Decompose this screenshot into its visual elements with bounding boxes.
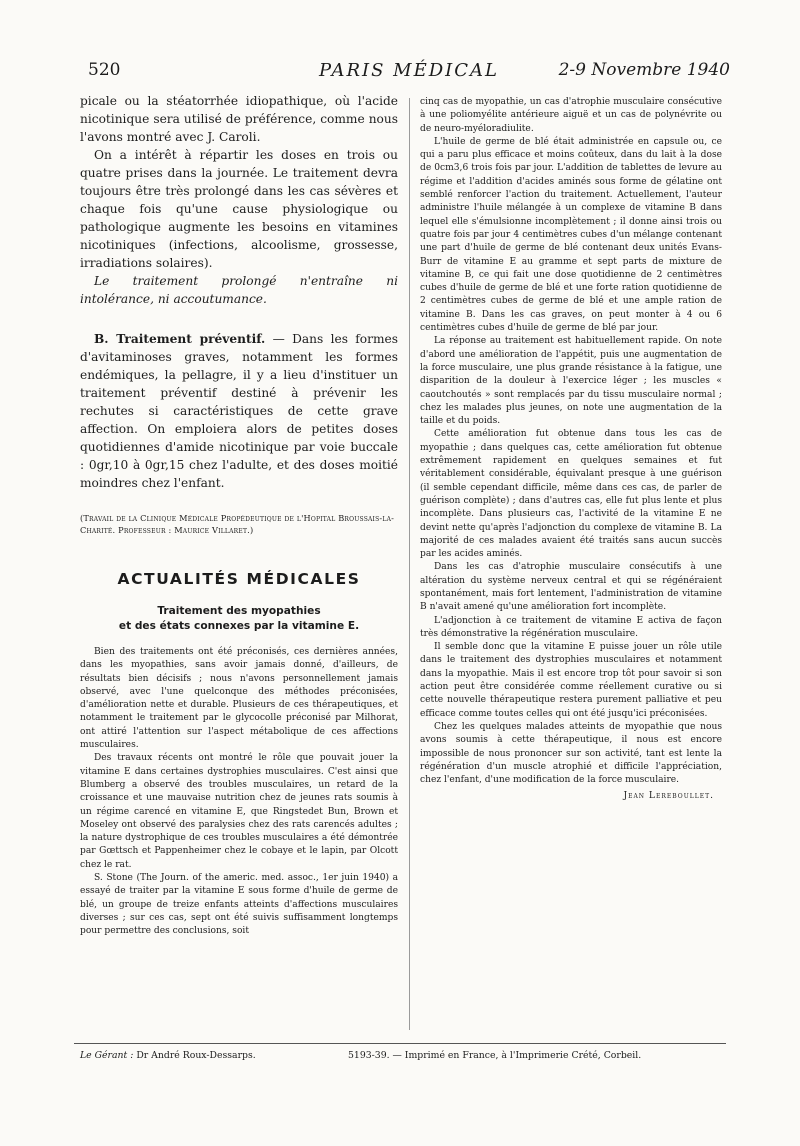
article-title-line: Traitement des myopathies <box>157 605 321 617</box>
page-number: 520 <box>88 60 121 80</box>
author-signature: Jean Lereboullet. <box>623 791 714 802</box>
page-header <box>88 60 730 88</box>
journal-title: PARIS MÉDICAL <box>318 60 499 81</box>
section-title: ACTUALITÉS MÉDICALES <box>117 570 361 588</box>
manager-label: Le Gérant : <box>80 1050 134 1061</box>
article-title-line: et des états connexes par la vitamine E. <box>118 620 360 632</box>
article-paragraph: Chez les quelques malades atteints de myopathie que nous avons soumis à cette thérapeutique, il nous est encore impossible de nous prononcer sur son activité, tant est lente la régénération d'un muscle atrophié et difficile l'appréciation, chez l'enfant, d'une modification de la force musculaire. <box>420 721 722 786</box>
article-paragraph: Dans les cas d'atrophie musculaire consécutifs à une altération du système nerveux central et qui se régénéraient spontanément, mais fort lentement, l'administration de vitamine B n'avait amené qu'une amélioration fort incomplète. <box>420 562 722 613</box>
paragraph: On a intérêt à répartir les doses en trois ou quatre prises dans la journée. Le traitement devra toujours être très prolongé dans les cas sévères et chaque fois qu'une cause physiologique ou pathologique augmente les besoins en vitamines nicotiniques (infections, alcoolisme, grossesse, irradiations solaires). <box>80 148 398 270</box>
subsection-heading: B. Traitement préventif. <box>94 332 266 346</box>
paragraph-text: — Dans les formes d'avitaminoses graves, notamment les formes endémiques, la pellagre, il y a lieu d'instituer un traitement préventif destiné à prévenir les rechutes si caractéristiques de cette grave affection. On emploiera alors de petites doses quotidiennes d'amide nicotinique par voie buccale : 0gr,10 à 0gr,15 chez l'adulte, et des doses moitié moindres chez l'enfant. <box>80 332 398 490</box>
paragraph-italic: Le traitement prolongé n'entraîne ni intolérance, ni accoutumance. <box>80 274 398 306</box>
footer-rule <box>74 1043 726 1044</box>
article-paragraph: Il semble donc que la vitamine E puisse jouer un rôle utile dans le traitement des dystrophies musculaires et notamment dans la myopathie. Mais il est encore trop tôt pour savoir si son action peut être considérée comme réellement curative ou si cette nouvelle thérapeutique restera purement palliative et peu efficace comme toutes celles qui ont été jusqu'ici préconisées. <box>420 642 722 719</box>
right-column <box>420 96 722 1032</box>
left-column <box>80 92 398 1042</box>
article-paragraph: La réponse au traitement est habituellement rapide. On note d'abord une amélioration de l'appétit, puis une augmentation de la force musculaire, une plus grande résistance à la fatigue, une disparition de la douleur à l'exercice léger ; les muscles « caoutchoutés » sont remplacés par du tissu musculaire normal ; chez les malades plus jeunes, on note une augmentation de la taille et du poids. <box>420 336 722 427</box>
institution-credit: (Travail de la Clinique Médicale Propédeutique de l'Hopital Broussais-la-Charité. Professeur : Maurice Villaret.) <box>80 513 395 535</box>
article-paragraph: Cette amélioration fut obtenue dans tous les cas de myopathie ; dans quelques cas, cette amélioration fut obtenue extrêmement rapidement en quelques semaines et fut véritablement considérable, équivalant presque à une guérison (il semble cependant difficile, même dans ces cas, de parler de guérison complète) ; dans d'autres cas, elle fut plus lente et plus incomplète. Dans plusieurs cas, l'activité de la vitamine E ne devint nette qu'après l'adjonction du complexe de vitamine B. La majorité de ces malades avaient été traités sans aucun succès par les acides aminés. <box>420 429 722 560</box>
printer-credit: 5193-39. — Imprimé en France, à l'Imprimerie Crété, Corbeil. <box>348 1050 642 1061</box>
article-paragraph: Des travaux récents ont montré le rôle que pouvait jouer la vitamine E dans certaines dystrophies musculaires. C'est ainsi que Blumberg a observé des troubles musculaires, un retard de la croissance et une mauvaise nutrition chez de jeunes rats soumis à un régime carencé en vitamine E, que Ringstedet Bun, Brown et Moseley ont observé des paralysies chez des rats carencés adultes ; la nature dystrophique de ces troubles musculaires a été démontrée par Gœttsch et Pappenheimer chez le cobaye et le lapin, par Olcott chez le rat. <box>80 753 398 870</box>
issue-date: 2-9 Novembre 1940 <box>558 60 730 80</box>
article-paragraph: Bien des traitements ont été préconisés, ces dernières années, dans les myopathies, sans avoir jamais donné, d'ailleurs, de résultats bien décisifs ; nous n'avons personnellement jamais observé, avec l'une quelconque des méthodes préconisées, d'amélioration nette et durable. Plusieurs de ces thérapeutiques, et notamment le traitement par le glycocolle préconisé par Milhorat, ont attiré l'attention sur l'aspect métabolique de ces affections musculaires. <box>80 647 398 751</box>
article-paragraph: cinq cas de myopathie, un cas d'atrophie musculaire consécutive à une poliomyélite antérieure aiguë et un cas de polynévrite ou de neuro-myéloradiulite. <box>420 97 722 134</box>
paragraph: picale ou la stéatorrhée idiopathique, où l'acide nicotinique sera utilisé de préférence, comme nous l'avons montré avec J. Caroli. <box>80 94 398 144</box>
manager-credit <box>80 1050 256 1061</box>
manager-name: Dr André Roux-Dessarps. <box>133 1050 256 1061</box>
article-paragraph: S. Stone (The Journ. of the americ. med. assoc., 1er juin 1940) a essayé de traiter par la vitamine E sous forme d'huile de germe de blé, un groupe de treize enfants atteints d'affections musculaires diverses ; sur ces cas, sept ont été suivis suffisamment longtemps pour permettre des conclusions, soit <box>80 873 398 937</box>
preventive-treatment-paragraph <box>80 330 398 492</box>
column-divider <box>409 98 410 1030</box>
article-paragraph: L'adjonction à ce traitement de vitamine E activa de façon très démonstrative la régénération musculaire. <box>420 615 722 639</box>
page-footer <box>80 1050 720 1066</box>
article-paragraph: L'huile de germe de blé était administrée en capsule ou, ce qui a paru plus efficace et moins coûteux, dans du lait à la dose de 0cm3,6 trois fois par jour. L'addition de tablettes de levure au régime et l'addition d'acides aminés sous forme de gélatine ont semblé renforcer l'action du traitement. Actuellement, l'auteur administre l'huile mélangée à un complexe de vitamine B dans lequel elle s'émulsionne incomplètement ; il donne ainsi trois ou quatre fois par jour 4 centimètres cubes d'un mélange contenant une part d'huile de germe de blé contenant deux unités Evans-Burr de vitamine E au gramme et sept parts de mixture de vitamine B, ce qui fait une dose quotidienne de 2 centimètres cubes d'huile de germe de blé et une forte ration quotidienne de 2 centimètres cubes de germe de blé et une ample ration de vitamine B. Dans les cas graves, on peut monter à 4 ou 6 centimètres cubes d'huile de germe de blé par jour. <box>420 136 722 334</box>
article-title <box>80 604 398 634</box>
